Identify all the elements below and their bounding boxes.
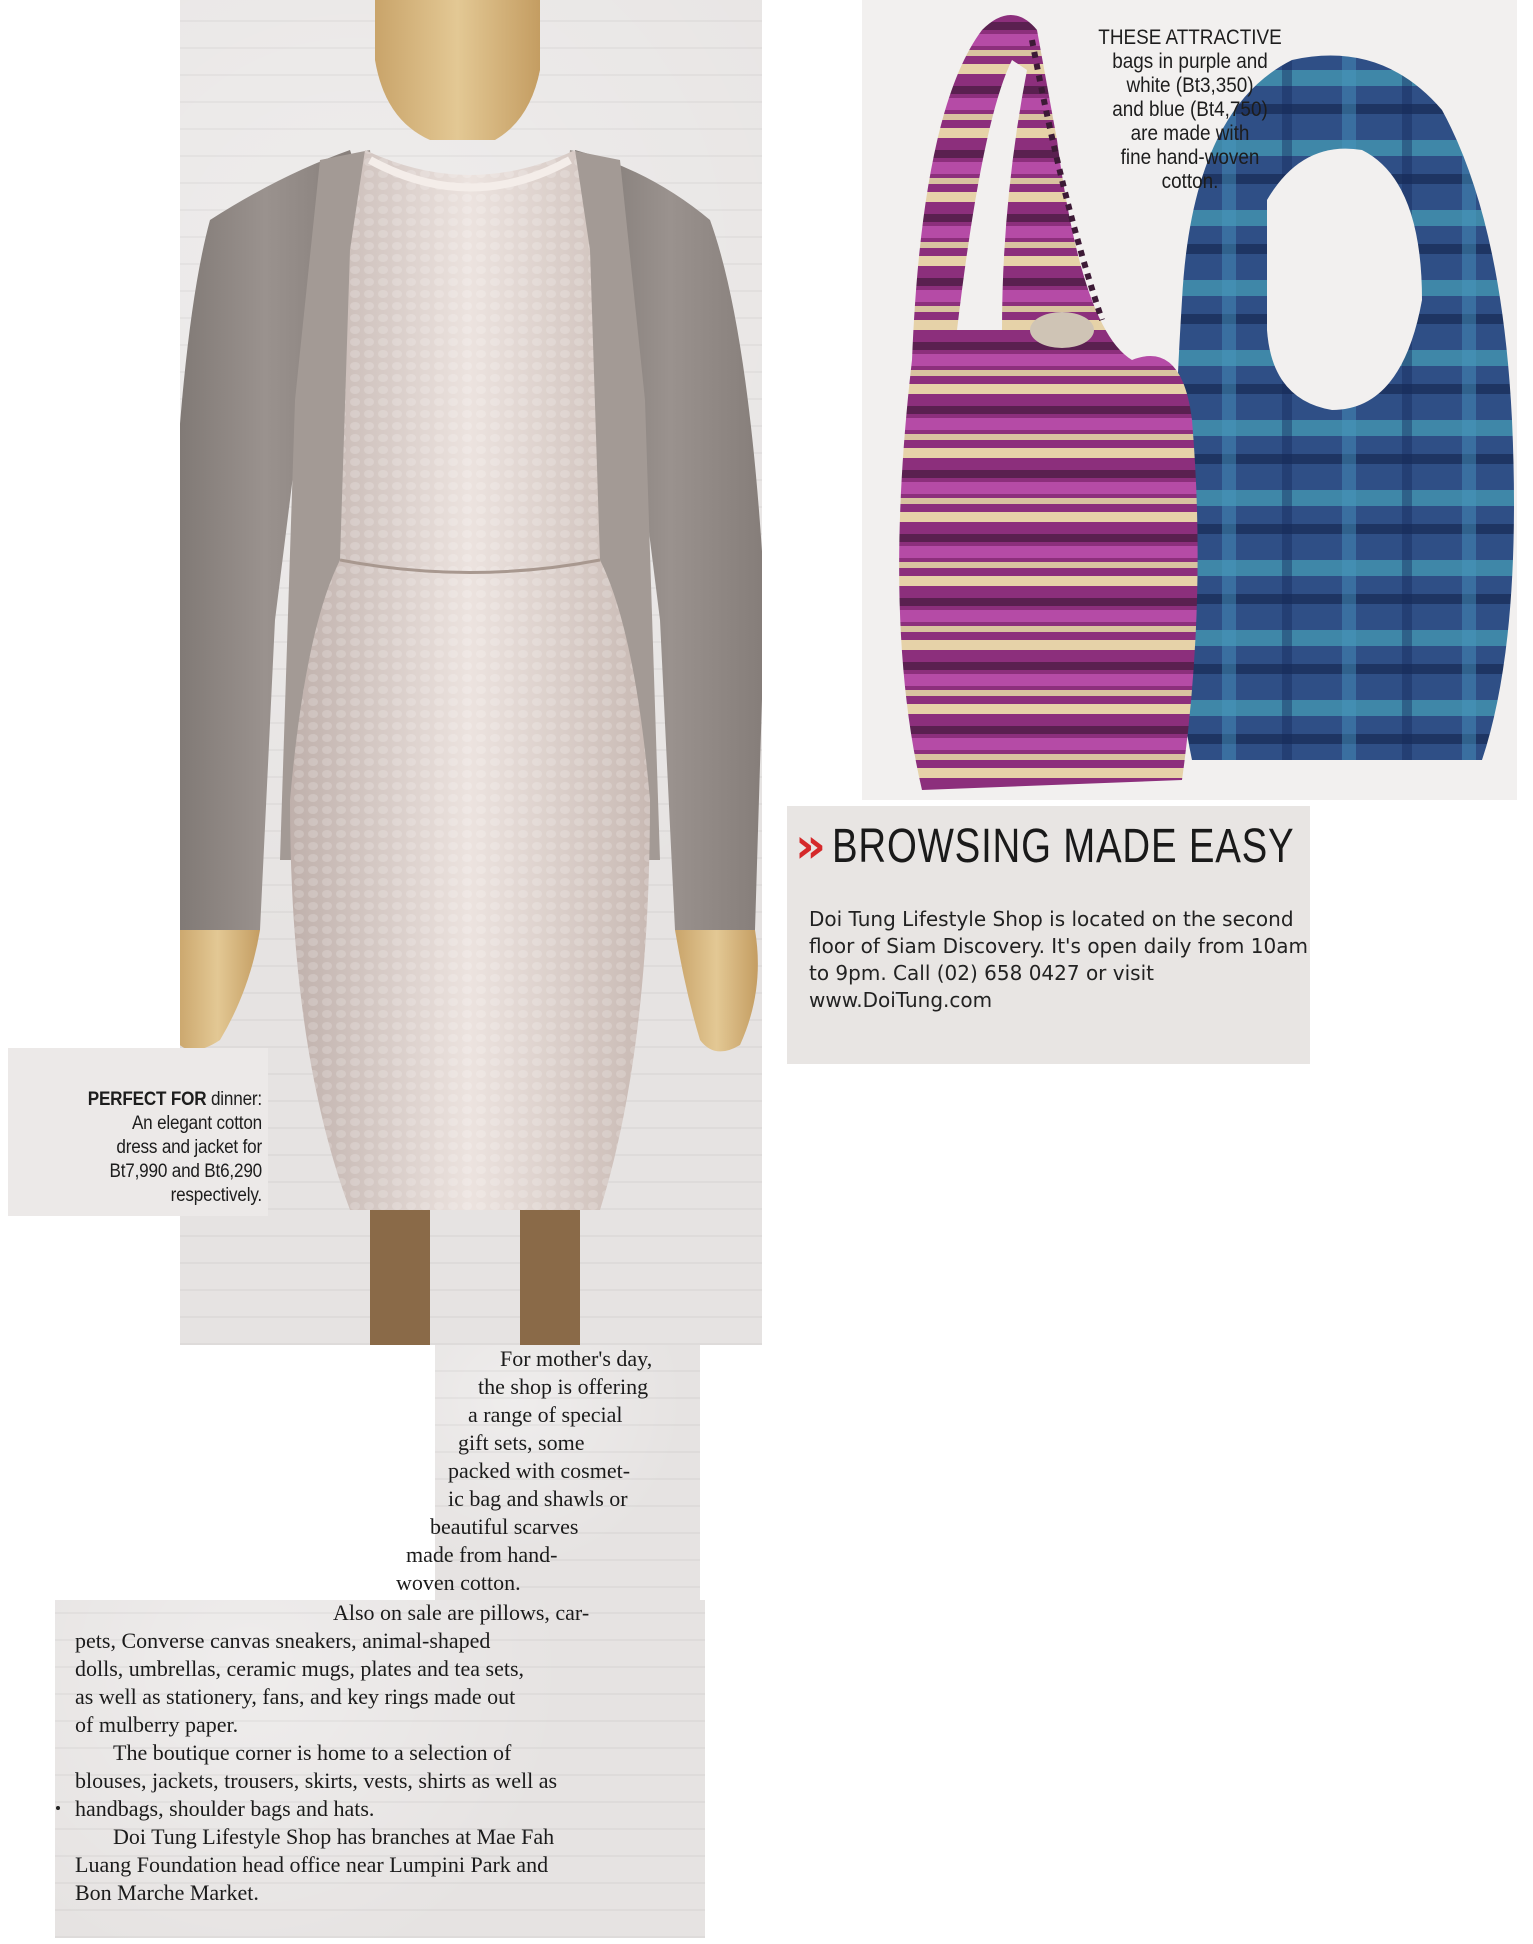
- article-line: Also on sale are pillows, car-: [333, 1600, 590, 1625]
- article-line: gift sets, some: [458, 1430, 585, 1455]
- bags-caption-line-1: THESE ATTRACTIVE: [1098, 26, 1282, 49]
- dress-caption-line-2: An elegant cotton: [131, 1113, 262, 1134]
- dress-caption-line-5: respectively.: [170, 1185, 262, 1206]
- bags-photo: [862, 0, 1517, 800]
- article-line: blouses, jackets, trousers, skirts, vests, shirts as well as: [75, 1768, 558, 1793]
- bags-caption-line-3: white (Bt3,350): [1126, 74, 1254, 97]
- article-line: beautiful scarves: [430, 1514, 579, 1539]
- article-line: handbags, shoulder bags and hats.: [75, 1796, 375, 1821]
- article-line: pets, Converse canvas sneakers, animal-shaped: [75, 1628, 491, 1653]
- article-line: For mother's day,: [500, 1346, 653, 1371]
- dress-caption-line-1: PERFECT FOR dinner:: [87, 1089, 262, 1110]
- bags-caption-line-2: bags in purple and: [1112, 50, 1268, 73]
- article-line: ic bag and shawls or: [448, 1486, 628, 1511]
- article-line: Bon Marche Market.: [75, 1880, 259, 1905]
- article-line: Doi Tung Lifestyle Shop has branches at Mae Fah: [113, 1824, 555, 1849]
- article-body: [75, 1599, 705, 1907]
- article-line: packed with cosmet-: [448, 1458, 631, 1483]
- dress-caption-line-3: dress and jacket for: [116, 1137, 262, 1158]
- article-line: The boutique corner is home to a selection of: [113, 1740, 512, 1765]
- bags-caption: [1091, 26, 1289, 194]
- article-line: made from hand-: [406, 1542, 558, 1567]
- browse-title: BROWSING MADE EASY: [832, 819, 1295, 873]
- article-gift-paragraph: [396, 1345, 693, 1597]
- double-chevron-icon: »: [795, 818, 811, 874]
- browse-heading: [795, 814, 1315, 878]
- browsing-info-box: [787, 806, 1310, 1064]
- article-line: woven cotton.: [396, 1570, 521, 1595]
- dress-caption: [55, 1088, 262, 1208]
- dress-caption-lead: PERFECT FOR: [87, 1089, 207, 1110]
- article-line: a range of special: [468, 1402, 623, 1427]
- article-line: dolls, umbrellas, ceramic mugs, plates and tea sets,: [75, 1656, 525, 1681]
- article-line: the shop is offering: [478, 1374, 649, 1399]
- bags-caption-line-7: cotton.: [1161, 170, 1219, 193]
- browse-body: Doi Tung Lifestyle Shop is located on the second floor of Siam Discovery. It's open daily from 10am to 9pm. Call (02) 658 0427 or visit www.DoiTung.com: [809, 907, 1308, 1012]
- dress-caption-line-4: Bt7,990 and Bt6,290: [109, 1161, 262, 1182]
- dress-caption-panel: [8, 1048, 268, 1216]
- bags-caption-line-4: and blue (Bt4,750): [1112, 98, 1268, 121]
- article-line: of mulberry paper.: [75, 1712, 239, 1737]
- stray-dot: [56, 1806, 60, 1810]
- article-line: Luang Foundation head office near Lumpini Park and: [75, 1852, 549, 1877]
- bags-caption-line-6: fine hand-woven: [1120, 146, 1260, 169]
- bags-caption-line-5: are made with: [1130, 122, 1250, 145]
- article-line: as well as stationery, fans, and key rings made out: [75, 1684, 516, 1709]
